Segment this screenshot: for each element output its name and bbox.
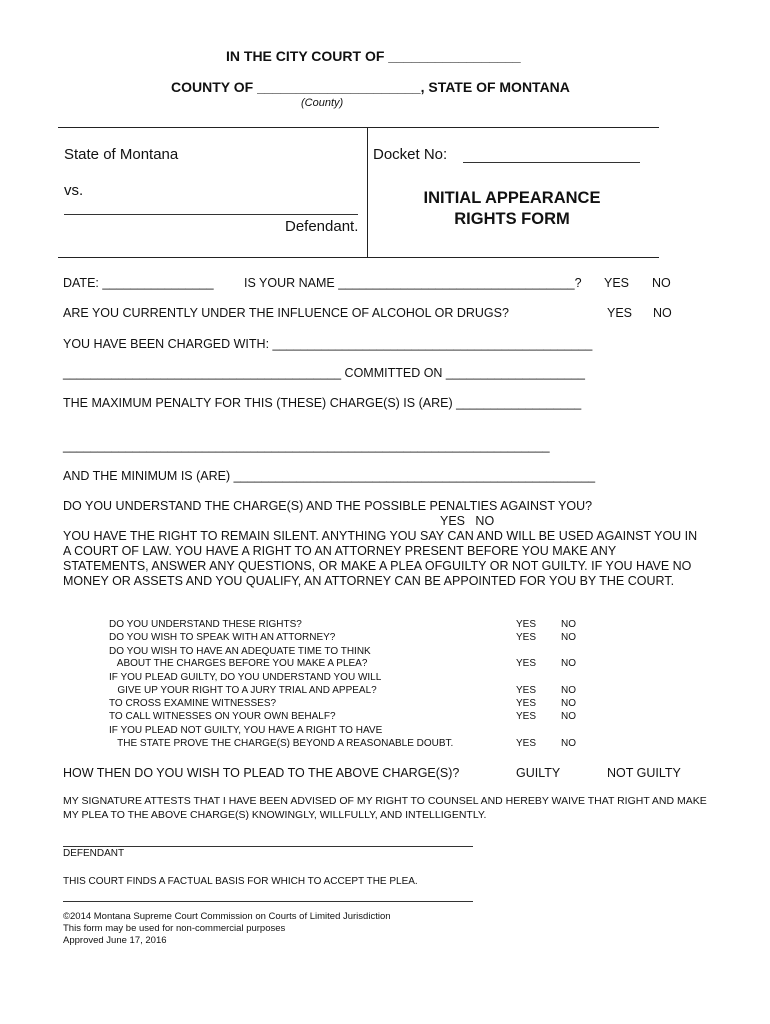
checklist-item: DO YOU WISH TO HAVE AN ADEQUATE TIME TO THINK bbox=[109, 646, 371, 657]
footer-approved: Approved June 17, 2016 bbox=[63, 935, 167, 946]
checklist-item: TO CALL WITNESSES ON YOUR OWN BEHALF? bbox=[109, 711, 336, 722]
checklist-no-option[interactable]: NO bbox=[561, 738, 576, 749]
name-question[interactable]: IS YOUR NAME __________________________________? bbox=[244, 276, 582, 290]
form-title-line-2: RIGHTS FORM bbox=[454, 210, 570, 228]
defendant-name-line[interactable] bbox=[64, 214, 358, 215]
influence-yes-option[interactable]: YES bbox=[607, 306, 633, 320]
county-hint: (County) bbox=[301, 97, 344, 109]
charged-with-field[interactable]: YOU HAVE BEEN CHARGED WITH: ______________________________________________ bbox=[63, 337, 593, 351]
caption-top-rule bbox=[58, 127, 659, 128]
checklist-yes-option[interactable]: YES bbox=[516, 711, 537, 722]
court-signature-line[interactable] bbox=[63, 901, 473, 902]
checklist-item: IF YOU PLEAD GUILTY, DO YOU UNDERSTAND YOU WILL bbox=[109, 672, 382, 683]
form-title-line-1: INITIAL APPEARANCE bbox=[423, 189, 601, 207]
name-no-option[interactable]: NO bbox=[652, 276, 671, 290]
date-field[interactable]: DATE: ________________ bbox=[63, 276, 214, 290]
footer-copyright: ©2014 Montana Supreme Court Commission on Courts of Limited Jurisdiction bbox=[63, 911, 391, 922]
docket-label: Docket No: bbox=[373, 146, 448, 163]
county-line: COUNTY OF _____________________, STATE OF MONTANA bbox=[171, 79, 570, 95]
checklist-no-option[interactable]: NO bbox=[561, 658, 576, 669]
minimum-penalty-field[interactable]: AND THE MINIMUM IS (ARE) ____________________________________________________ bbox=[63, 469, 596, 483]
rights-paragraph: YOU HAVE THE RIGHT TO REMAIN SILENT. ANYTHING YOU SAY CAN AND WILL BE USED AGAINST YOU IN A COURT OF LAW. YOU HAVE A RIGHT TO AN ATTORNEY PRESENT BEFORE YOU MAKE ANY STATEMENTS, ANSWER ANY QUESTIONS, OR MAKE A PLEA OFGUILTY OR NOT GUILTY. IF YOU HAVE NO MONEY OR ASSETS AND YOU QUALIFY, AN ATTORNEY CAN BE APPOINTED FOR YOU BY THE COURT. bbox=[63, 529, 698, 588]
max-penalty-field[interactable]: THE MAXIMUM PENALTY FOR THIS (THESE) CHARGE(S) IS (ARE) __________________ bbox=[63, 396, 582, 410]
checklist-yes-option[interactable]: YES bbox=[516, 685, 537, 696]
defendant-signature-label: DEFENDANT bbox=[63, 848, 125, 859]
court-line: IN THE CITY COURT OF _________________ bbox=[226, 48, 521, 64]
checklist-no-option[interactable]: NO bbox=[561, 685, 576, 696]
plea-guilty-option[interactable]: GUILTY bbox=[516, 766, 561, 780]
defendant-signature-line[interactable] bbox=[63, 846, 473, 847]
influence-no-option[interactable]: NO bbox=[653, 306, 672, 320]
checklist-yes-option[interactable]: YES bbox=[516, 698, 537, 709]
checklist-yes-option[interactable]: YES bbox=[516, 632, 537, 643]
checklist-item: ABOUT THE CHARGES BEFORE YOU MAKE A PLEA? bbox=[109, 658, 368, 669]
checklist-item: GIVE UP YOUR RIGHT TO A JURY TRIAL AND APPEAL? bbox=[109, 685, 377, 696]
influence-question: ARE YOU CURRENTLY UNDER THE INFLUENCE OF ALCOHOL OR DRUGS? bbox=[63, 306, 509, 320]
checklist-item: IF YOU PLEAD NOT GUILTY, YOU HAVE A RIGHT TO HAVE bbox=[109, 725, 383, 736]
checklist-no-option[interactable]: NO bbox=[561, 619, 576, 630]
checklist-yes-option[interactable]: YES bbox=[516, 658, 537, 669]
plea-question: HOW THEN DO YOU WISH TO PLEAD TO THE ABOVE CHARGE(S)? bbox=[63, 766, 460, 780]
name-yes-option[interactable]: YES bbox=[604, 276, 630, 290]
understand-charges-yes-no[interactable]: YES NO bbox=[440, 514, 495, 528]
checklist-yes-option[interactable]: YES bbox=[516, 619, 537, 630]
court-finding-statement: THIS COURT FINDS A FACTUAL BASIS FOR WHICH TO ACCEPT THE PLEA. bbox=[63, 876, 418, 887]
caption-divider bbox=[367, 127, 368, 257]
plaintiff-name: State of Montana bbox=[64, 146, 179, 163]
understand-charges-question: DO YOU UNDERSTAND THE CHARGE(S) AND THE POSSIBLE PENALTIES AGAINST YOU? bbox=[63, 499, 593, 513]
checklist-item: THE STATE PROVE THE CHARGE(S) BEYOND A REASONABLE DOUBT. bbox=[109, 738, 454, 749]
max-penalty-extra-line[interactable]: ______________________________________________________________________ bbox=[63, 439, 550, 453]
caption-bottom-rule bbox=[58, 257, 659, 258]
checklist-no-option[interactable]: NO bbox=[561, 632, 576, 643]
plea-not-guilty-option[interactable]: NOT GUILTY bbox=[607, 766, 681, 780]
attestation-statement: MY SIGNATURE ATTESTS THAT I HAVE BEEN ADVISED OF MY RIGHT TO COUNSEL AND HEREBY WAIVE THAT RIGHT AND MAKE MY PLEA TO THE ABOVE CHARGE(S) KNOWINGLY, WILLFULLY, AND INTELLIGENTLY. bbox=[63, 795, 707, 821]
checklist-item: DO YOU WISH TO SPEAK WITH AN ATTORNEY? bbox=[109, 632, 336, 643]
vs-label: vs. bbox=[64, 182, 84, 199]
checklist-item: DO YOU UNDERSTAND THESE RIGHTS? bbox=[109, 619, 302, 630]
checklist-item: TO CROSS EXAMINE WITNESSES? bbox=[109, 698, 277, 709]
committed-on-field[interactable]: ________________________________________ COMMITTED ON ____________________ bbox=[63, 366, 585, 380]
checklist-no-option[interactable]: NO bbox=[561, 698, 576, 709]
defendant-label: Defendant. bbox=[285, 218, 359, 235]
footer-usage: This form may be used for non-commercial purposes bbox=[63, 923, 286, 934]
checklist-no-option[interactable]: NO bbox=[561, 711, 576, 722]
checklist-yes-option[interactable]: YES bbox=[516, 738, 537, 749]
docket-number-field[interactable] bbox=[463, 162, 640, 163]
